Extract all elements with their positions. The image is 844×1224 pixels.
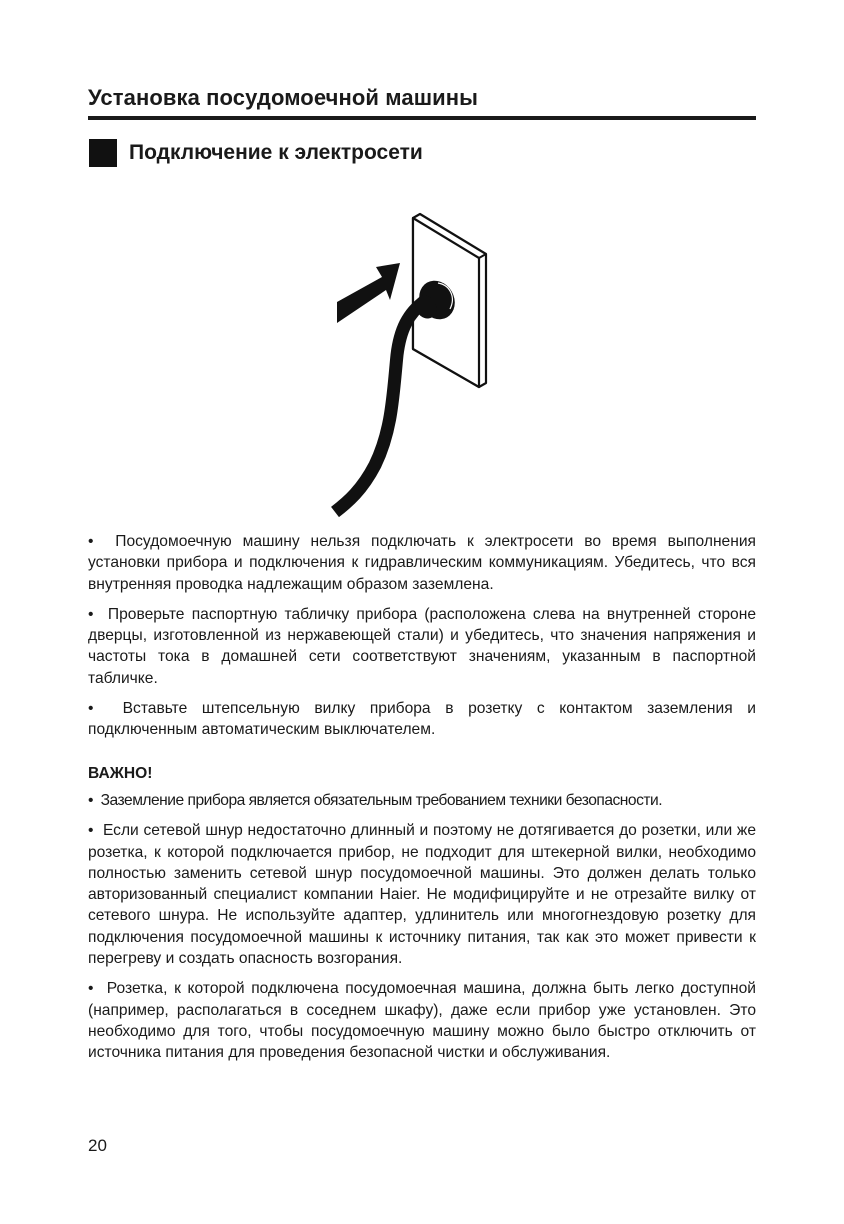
- important-label: ВАЖНО!: [88, 764, 153, 782]
- important-item-socket-access: • Розетка, к которой подключена посудомоечная машина, должна быть легко доступной (например, располагаться в соседнем шкафу), даже если прибор уже установлен. Это необходимо для того, чтобы посудомоечную машину можно было быстро отключить от источника питания для проведения безопасной чистки и обслуживания.: [88, 978, 756, 1063]
- important-item-grounding: • Заземление прибора является обязательным требованием техники безопасности.: [88, 790, 756, 811]
- paragraph-grounded-socket: • Вставьте штепсельную вилку прибора в розетку с контактом заземления и подключенным автоматическим выключателем.: [88, 698, 756, 741]
- arrow-icon: [337, 263, 400, 323]
- section-heading: [89, 138, 423, 168]
- page-number: 20: [88, 1136, 107, 1155]
- content-body: [88, 531, 756, 1073]
- black-square-icon: [89, 139, 117, 167]
- title-rule: [88, 116, 756, 120]
- page-title: Установка посудомоечной машины: [88, 85, 479, 110]
- paragraph-rating-plate: • Проверьте паспортную табличку прибора (расположена слева на внутренней стороне дверцы, изготовленной из нержавеющей стали) и убедитесь, что значения напряжения и частоты тока в домашней сети соответствуют значениям, указанным в паспортной табличке.: [88, 604, 756, 689]
- power-cord-icon: [335, 301, 425, 512]
- paragraph-power-disconnect: • Посудомоечную машину нельзя подключать к электросети во время выполнения установки прибора и подключения к гидравлическим коммуникациям. Убедитесь, что вся внутренняя проводка надлежащим образом заземлена.: [88, 531, 756, 595]
- important-item-cord-replacement: • Если сетевой шнур недостаточно длинный и поэтому не дотягивается до розетки, или же розетка, к которой подключается прибор, не подходит для штекерной вилки, необходимо полностью заменить сетевой шнур посудомоечной машины. Это должен делать только авторизованный специалист компании Haier. Не модифицируйте и не отрезайте вилку от сетевого шнура. Не используйте адаптер, удлинитель или многогнездовую розетку для подключения посудомоечной машины к источнику питания, так как это может привести к перегреву и создать опасность возгорания.: [88, 820, 756, 969]
- section-title: Подключение к электросети: [129, 141, 423, 164]
- plug-socket-illustration: [320, 205, 500, 525]
